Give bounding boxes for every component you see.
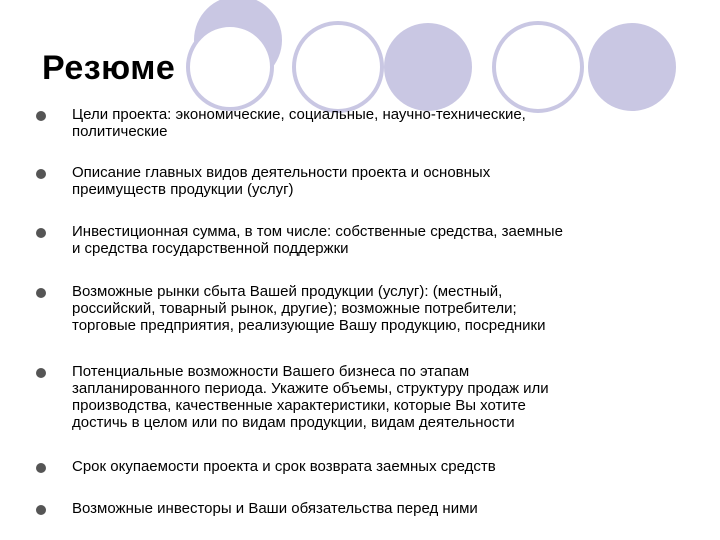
bullet-text bbox=[72, 363, 682, 431]
bullet-line: Потенциальные возможности Вашего бизнеса по этапам bbox=[72, 363, 470, 380]
bullet-line: производства, качественные характеристики, которые Вы хотите bbox=[72, 397, 526, 414]
bullet-marker bbox=[36, 228, 46, 238]
bullet-line: Возможные инвесторы и Ваши обязательства перед ними bbox=[72, 500, 478, 517]
bullet-marker bbox=[36, 368, 46, 378]
bullet-marker bbox=[36, 288, 46, 298]
bullet-text bbox=[72, 500, 682, 517]
bullet-line: торговые предприятия, реализующие Вашу продукцию, посредники bbox=[72, 317, 546, 334]
bullet-line: российский, товарный рынок, другие); возможные потребители; bbox=[72, 300, 517, 317]
bullet-line: политические bbox=[72, 123, 168, 140]
bullet-text bbox=[72, 223, 682, 257]
bullet-line: Срок окупаемости проекта и срок возврата заемных средств bbox=[72, 458, 496, 475]
bullet-line: Инвестиционная сумма, в том числе: собственные средства, заемные bbox=[72, 223, 563, 240]
bullet-text bbox=[72, 106, 682, 140]
bullet-line: достичь в целом или по видам продукции, видам деятельности bbox=[72, 414, 515, 431]
bullet-marker bbox=[36, 463, 46, 473]
bullet-text bbox=[72, 283, 682, 334]
bullet-line: запланированного периода. Укажите объемы, структуру продаж или bbox=[72, 380, 549, 397]
bullet-marker bbox=[36, 505, 46, 515]
slide-title: Резюме bbox=[42, 49, 176, 87]
bullet-text bbox=[72, 458, 682, 475]
bullet-line: Описание главных видов деятельности проекта и основных bbox=[72, 164, 491, 181]
bullet-text bbox=[72, 164, 682, 198]
bullet-marker bbox=[36, 111, 46, 121]
bullet-line: Возможные рынки сбыта Вашей продукции (услуг): (местный, bbox=[72, 283, 503, 300]
bullet-line: и средства государственной поддержки bbox=[72, 240, 349, 257]
bullet-line: преимуществ продукции (услуг) bbox=[72, 181, 294, 198]
bullet-marker bbox=[36, 169, 46, 179]
bullet-line: Цели проекта: экономические, социальные, научно-технические, bbox=[72, 106, 526, 123]
